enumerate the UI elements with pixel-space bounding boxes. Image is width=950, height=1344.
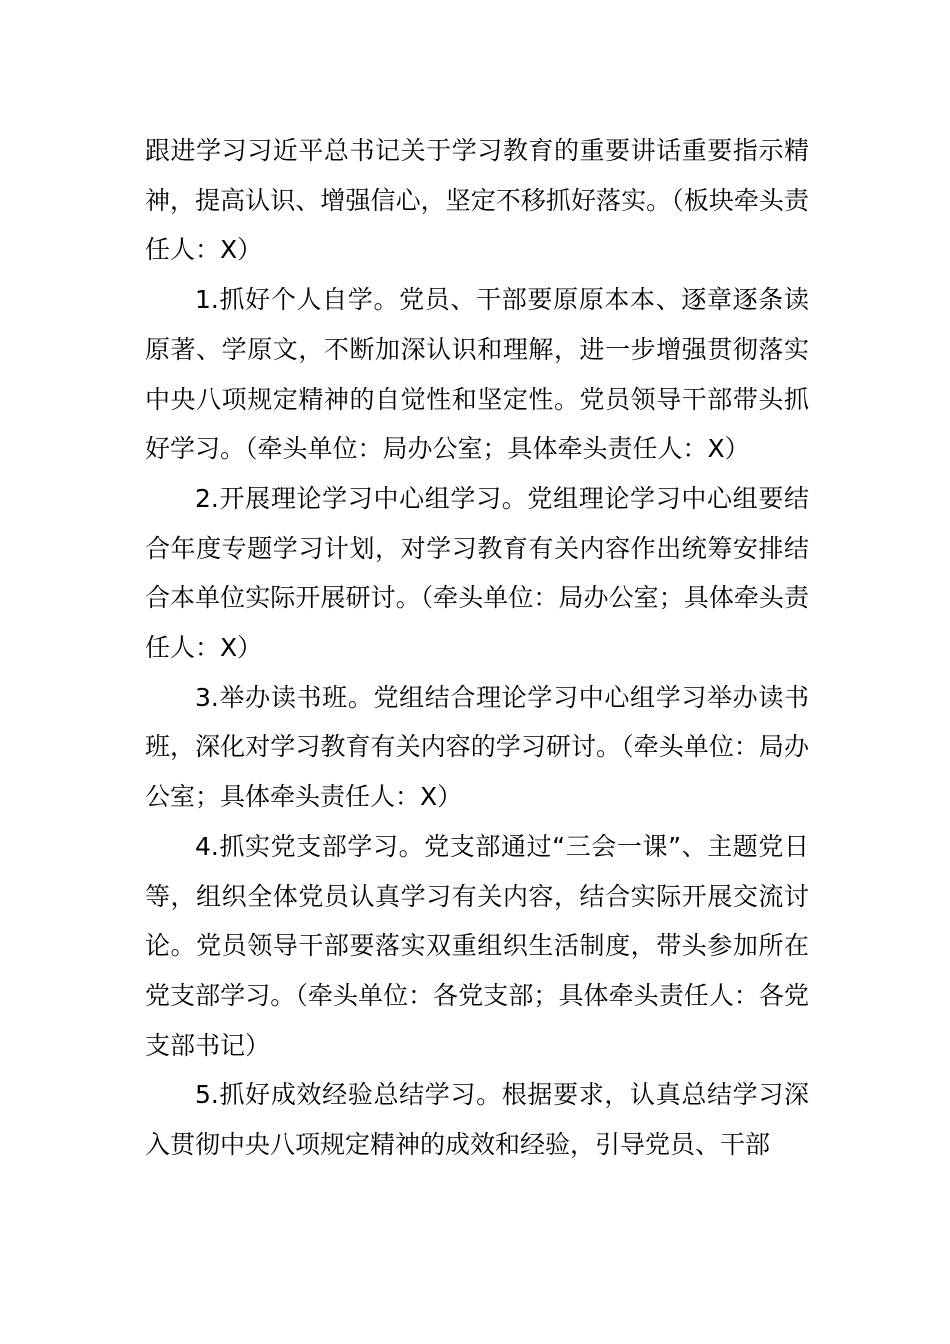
paragraph-item-5: 5.抓好成效经验总结学习。根据要求，认真总结学习深入贯彻中央八项规定精神的成效和经验，引导党员、干部 (145, 1080, 809, 1160)
paragraph-intro-continuation: 跟进学习习近平总书记关于学习教育的重要讲话重要指示精神，提高认识、增强信心，坚定不移抓好落实。（板块牵头责任人：X） (145, 136, 809, 265)
paragraph-item-2: 2.开展理论学习中心组学习。党组理论学习中心组要结合年度专题学习计划，对学习教育有关内容作出统筹安排结合本单位实际开展研讨。（牵头单位：局办公室；具体牵头责任人：X） (145, 483, 809, 663)
paragraph-item-1: 1.抓好个人自学。党员、干部要原原本本、逐章逐条读原著、学原文，不断加深认识和理解，进一步增强贯彻落实中央八项规定精神的自觉性和坚定性。党员领导干部带头抓好学习。（牵头单位：局办公室；具体牵头责任人：X） (145, 285, 809, 464)
paragraph-item-3: 3.举办读书班。党组结合理论学习中心组学习举办读书班，深化对学习教育有关内容的学习研讨。（牵头单位：局办公室；具体牵头责任人：X） (145, 682, 809, 812)
paragraph-item-4: 4.抓实党支部学习。党支部通过“三会一课”、主题党日等，组织全体党员认真学习有关内容，结合实际开展交流讨论。党员领导干部要落实双重组织生活制度，带头参加所在党支部学习。（牵头单位：各党支部；具体牵头责任人：各党支部书记） (145, 831, 809, 1060)
document-body (145, 126, 809, 1170)
